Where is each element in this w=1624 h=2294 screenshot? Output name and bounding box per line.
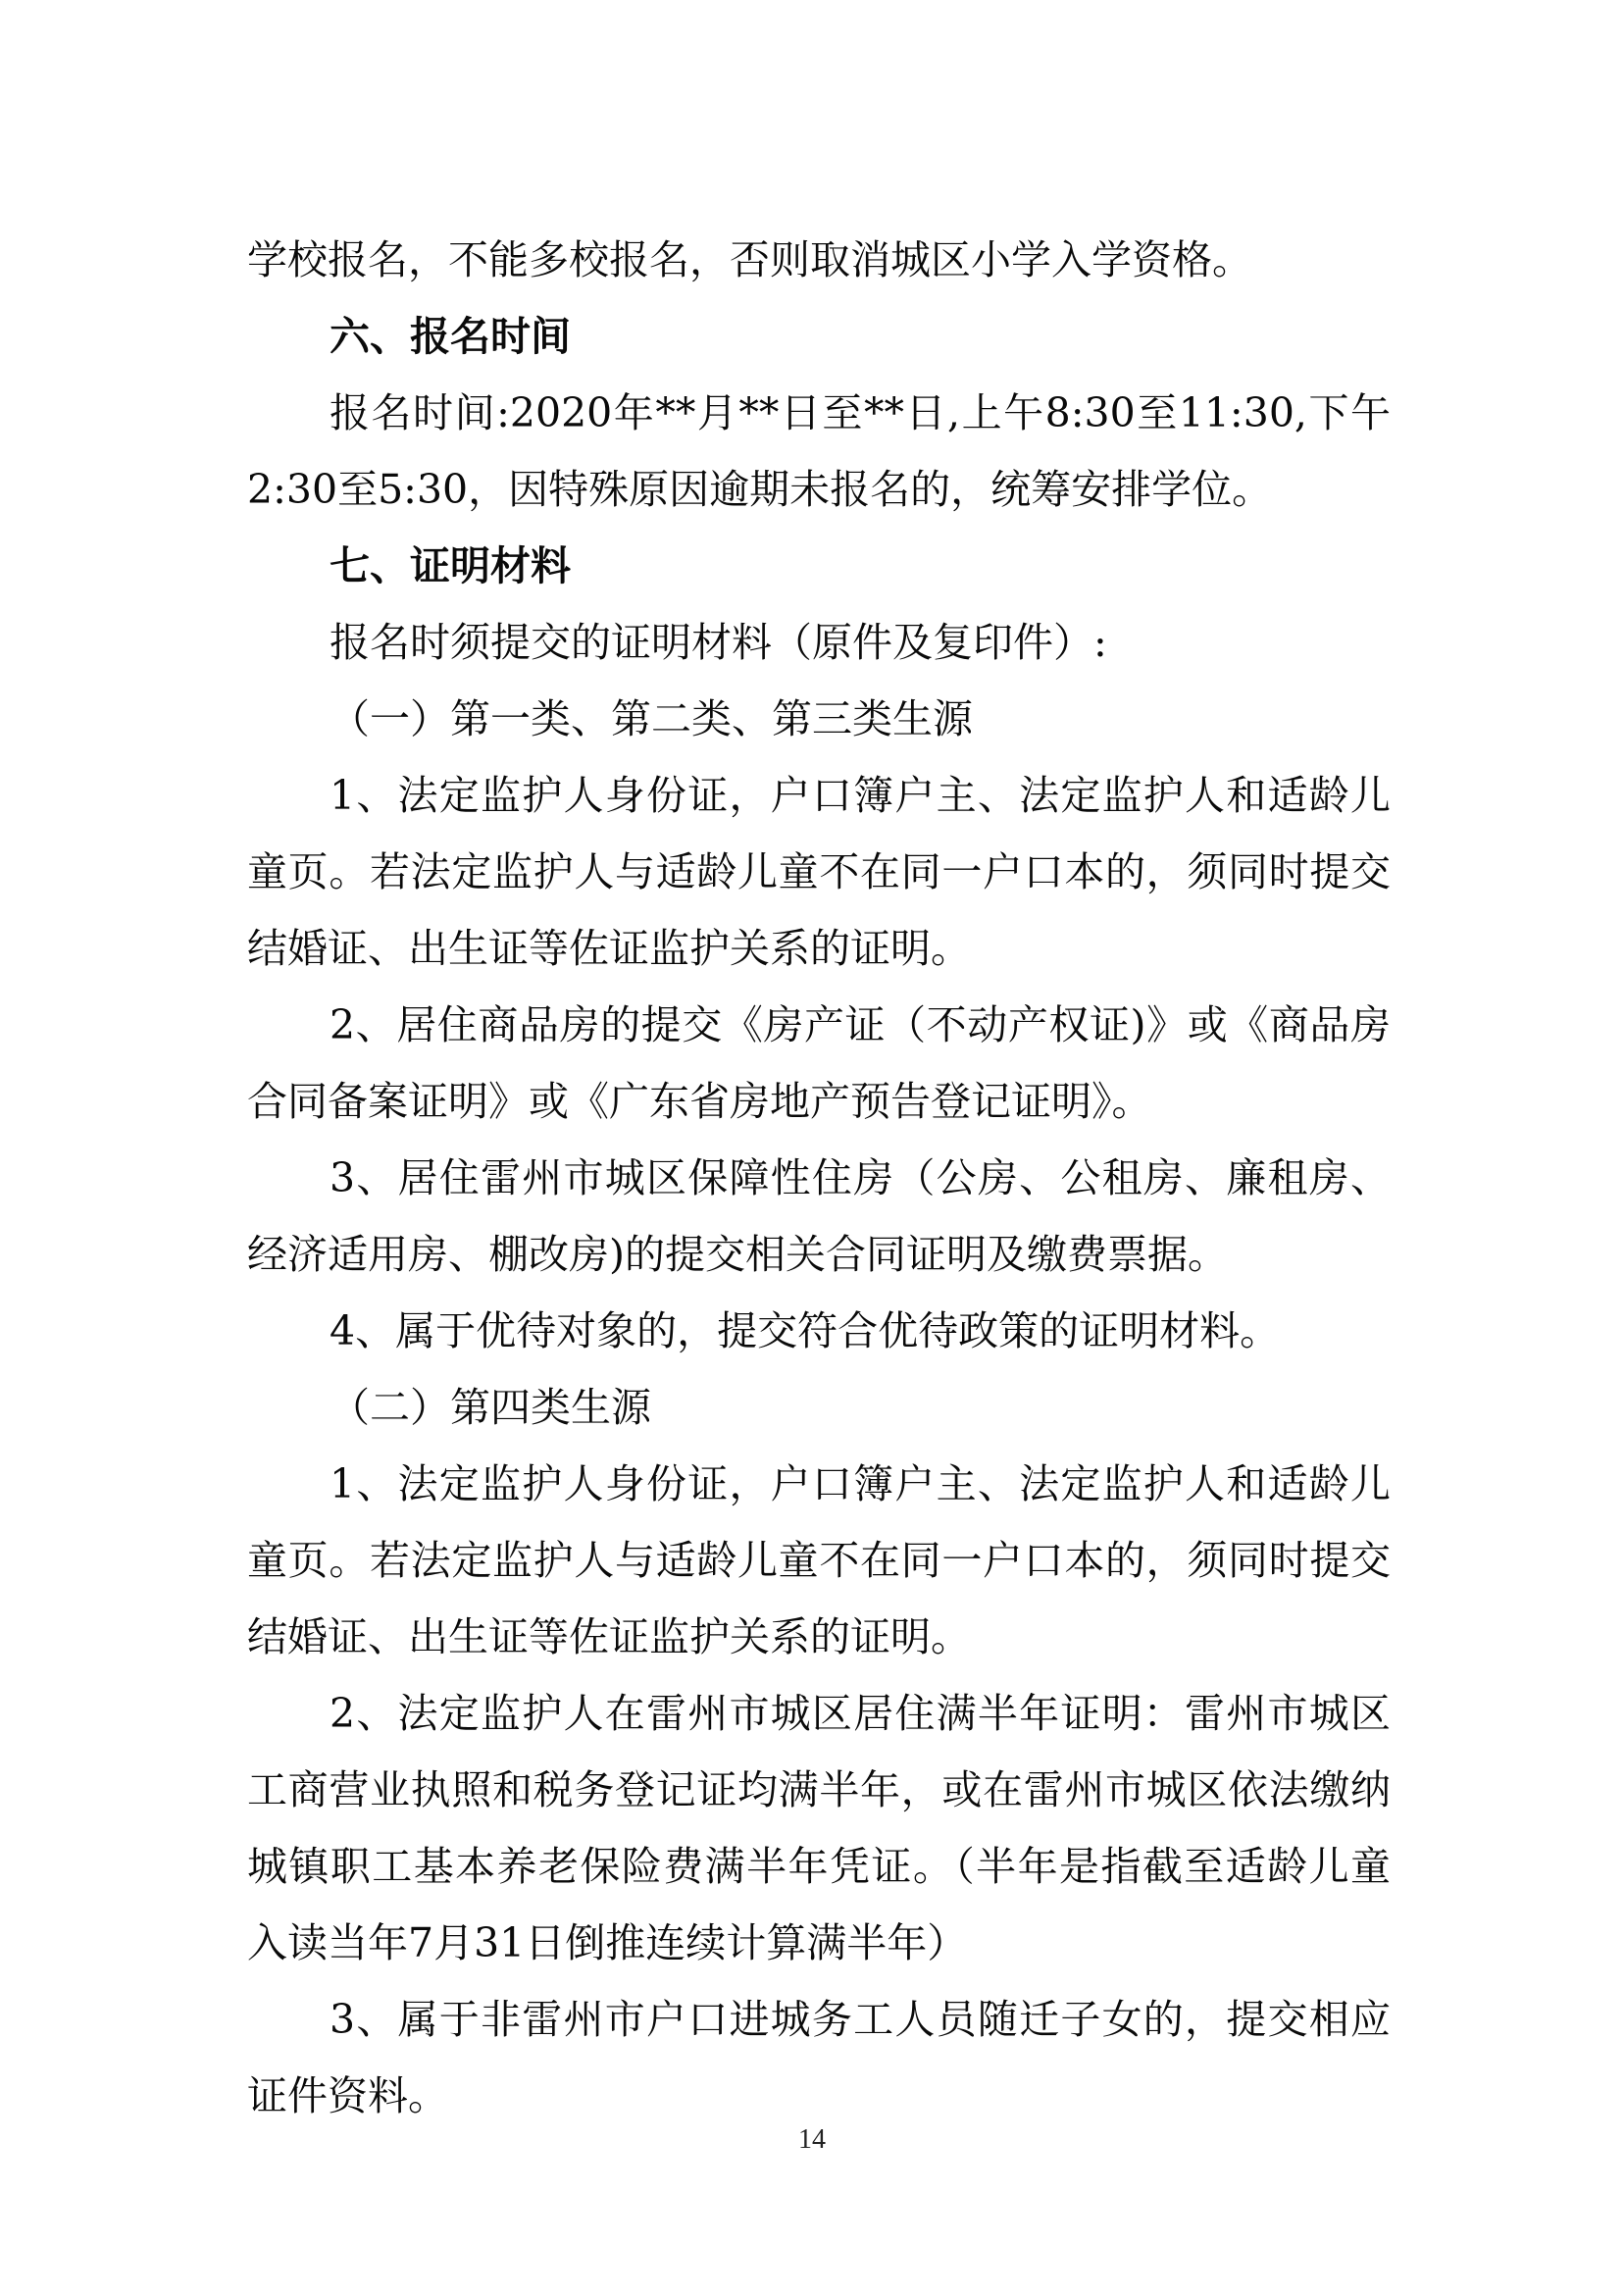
paragraph-continuation: 学校报名，不能多校报名，否则取消城区小学入学资格。 xyxy=(247,236,1252,283)
paragraph-registration-time: 报名时间:2020年**月**日至**日,上午8:30至11:30,下午2:30至5:30，因特殊原因逾期未报名的，统筹安排学位。 xyxy=(247,389,1391,513)
list-item: 2、法定监护人在雷州市城区居住满半年证明：雷州市城区工商营业执照和税务登记证均满半年，或在雷州市城区依法缴纳城镇职工基本养老保险费满半年凭证。（半年是指截至适龄儿童入读当年7月31日倒推连续计算满半年） xyxy=(247,1690,1391,1966)
subheading-category-1-3: （一）第一类、第二类、第三类生源 xyxy=(330,695,973,742)
list-item: 4、属于优待对象的，提交符合优待政策的证明材料。 xyxy=(330,1307,1281,1354)
subheading-category-4: （二）第四类生源 xyxy=(330,1384,651,1431)
section-heading-registration-time: 六、报名时间 xyxy=(330,313,571,360)
section-heading-documents: 七、证明材料 xyxy=(330,542,571,589)
list-item: 3、居住雷州市城区保障性住房（公房、公租房、廉租房、经济适用房、棚改房)的提交相关合同证明及缴费票据。 xyxy=(247,1154,1391,1278)
list-item: 1、法定监护人身份证，户口簿户主、法定监护人和适龄儿童页。若法定监护人与适龄儿童不在同一户口本的，须同时提交结婚证、出生证等佐证监护关系的证明。 xyxy=(247,1460,1391,1660)
page-number: 14 xyxy=(798,2124,826,2155)
document-body xyxy=(247,222,1391,2134)
list-item: 1、法定监护人身份证，户口簿户主、法定监护人和适龄儿童页。若法定监护人与适龄儿童不在同一户口本的，须同时提交结婚证、出生证等佐证监护关系的证明。 xyxy=(247,772,1391,972)
list-item: 2、居住商品房的提交《房产证（不动产权证)》或《商品房合同备案证明》或《广东省房地产预告登记证明》。 xyxy=(247,1001,1391,1125)
list-item: 3、属于非雷州市户口进城务工人员随迁子女的，提交相应证件资料。 xyxy=(247,1996,1391,2119)
paragraph-documents-intro: 报名时须提交的证明材料（原件及复印件）: xyxy=(330,619,1107,666)
